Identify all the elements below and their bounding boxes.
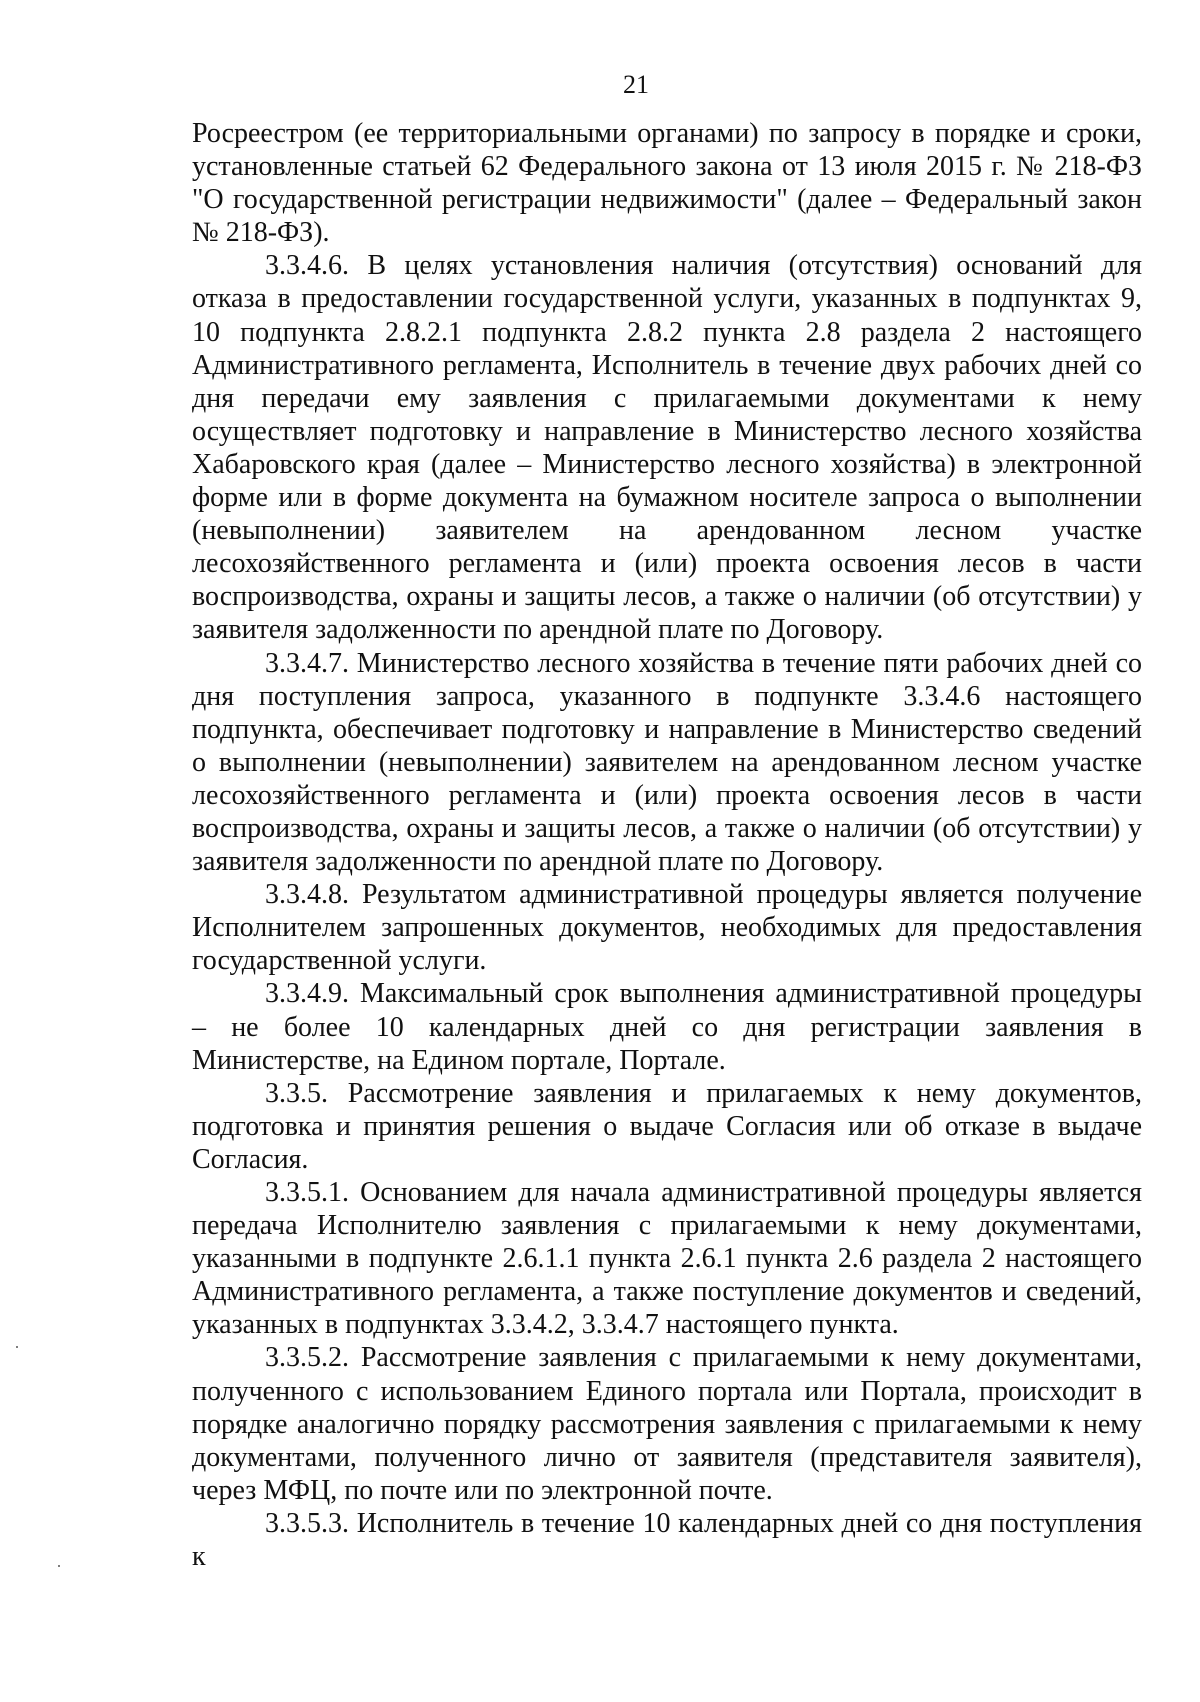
paragraph-3-3-5-2: 3.3.5.2. Рассмотрение заявления с прилагаемыми к нему документами, полученного с использованием Единого портала или Портала, происходит в порядке аналогично порядку рассмотрения заявления с прилагаемыми к нему документами, полученного лично от заявителя (представителя заявителя), через МФЦ, по почте или по электронной почте.: [192, 1342, 1142, 1506]
paragraph-3-3-4-6: 3.3.4.6. В целях установления наличия (отсутствия) оснований для отказа в предоставлении государственной услуги, указанных в подпунктах 9, 10 подпункта 2.8.2.1 подпункта 2.8.2 пункта 2.8 раздела 2 настоящего Административного регламента, Исполнитель в течение двух рабочих дней со дня передачи ему заявления с прилагаемыми документами к нему осуществляет подготовку и направление в Министерство лесного хозяйства Хабаровского края (далее – Министерство лесного хозяйства) в электронной форме или в форме документа на бумажном носителе запроса о выполнении (невыполнении) заявителем на арендованном лесном участке лесохозяйственного регламента и (или) проекта освоения лесов в части воспроизводства, охраны и защиты лесов, а также о наличии (об отсутствии) у заявителя задолженности по арендной плате по Договору.: [192, 250, 1142, 646]
scan-speck: [58, 1565, 60, 1567]
paragraph-3-3-4-9: 3.3.4.9. Максимальный срок выполнения административной процедуры – не более 10 календарных дней со дня регистрации заявления в Министерстве, на Едином портале, Портале.: [192, 978, 1142, 1076]
paragraph-3-3-5-3: 3.3.5.3. Исполнитель в течение 10 календарных дней со дня поступления к: [192, 1507, 1142, 1573]
paragraph-3-3-4-7: 3.3.4.7. Министерство лесного хозяйства в течение пяти рабочих дней со дня поступления запроса, указанного в подпункте 3.3.4.6 настоящего подпункта, обеспечивает подготовку и направление в Министерство сведений о выполнении (невыполнении) заявителем на арендованном лесном участке лесохозяйственного регламента и (или) проекта освоения лесов в части воспроизводства, охраны и защиты лесов, а также о наличии (об отсутствии) у заявителя задолженности по арендной плате по Договору.: [192, 647, 1142, 878]
page-number: 21: [623, 70, 649, 99]
scan-speck: [16, 1346, 18, 1348]
paragraph-3-3-4-8: 3.3.4.8. Результатом административной процедуры является получение Исполнителем запрошенных документов, необходимых для предоставления государственной услуги.: [192, 879, 1142, 977]
document-body: [192, 117, 1142, 1573]
paragraph-3-3-5: 3.3.5. Рассмотрение заявления и прилагаемых к нему документов, подготовка и принятия решения о выдаче Согласия или об отказе в выдаче Согласия.: [192, 1077, 1142, 1175]
paragraph-3-3-5-1: 3.3.5.1. Основанием для начала административной процедуры является передача Исполнителю заявления с прилагаемыми к нему документами, указанными в подпункте 2.6.1.1 пункта 2.6.1 пункта 2.6 раздела 2 настоящего Административного регламента, а также поступление документов и сведений, указанных в подпунктах 3.3.4.2, 3.3.4.7 настоящего пункта.: [192, 1177, 1142, 1341]
paragraph-continuation: Росреестром (ее территориальными органами) по запросу в порядке и сроки, установленные статьей 62 Федерального закона от 13 июля 2015 г. № 218-ФЗ "О государственной регистрации недвижимости" (далее – Федеральный закон № 218-ФЗ).: [192, 118, 1142, 249]
